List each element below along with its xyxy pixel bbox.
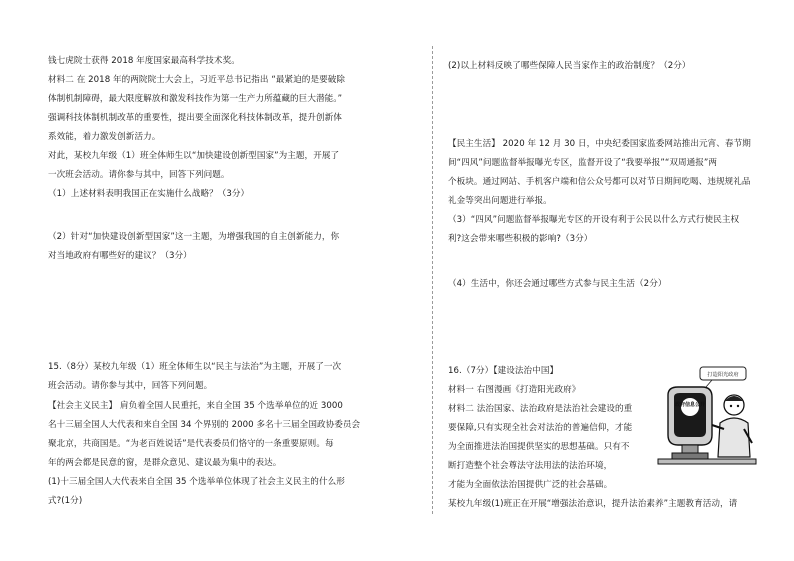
question-15-line-1: 15.（8分）某校九年级（1）班全体师生以“民主与法治”为主题，开展了一次 [48,362,342,372]
material-two-line-5: 才能为全面依法治国提供广泛的社会基础。 [448,480,613,490]
question-15-line-2: 班会活动。请你参与其中，回答下列问题。 [48,381,213,391]
material-two-line-4: 断打造整个社会尊法守法用法的法治环境， [448,461,613,471]
question-2-line-1: （2）针对“加快建设创新型国家”这一主题，为增强我国的自主创新能力，你 [48,232,340,242]
life-line-2: 间“四风”问题监督举报曝光专区，监督开设了“我要举报”“双周通报”两 [448,158,718,168]
question-16: 16.（7分）【建设法治中国】 [448,366,559,376]
material-one: 材料一 右图漫画《打造阳光政府》 [448,385,581,395]
question-15-1-line-1: (1)十三届全国人大代表来自全国 35 个选举单位体现了社会主义民主的什么形 [48,477,345,487]
material-two-line-2: 要保障,只有实现全社会对法治的普遍信仰，才能 [448,423,633,433]
material-two-line-1: 材料二 法治国家、法治政府是法治社会建设的重 [448,404,633,414]
material-two-line-3: 为全面推进法治国提供坚实的思想基础。只有不 [448,442,630,452]
life-line-1: 【民主生活】 2020 年 12 月 30 日，中央纪委国家监委网站推出元宵、春节期 [448,139,751,149]
intro-line-3: 体制机制障碍，最大限度解放和激发科技作为第一生产力所蕴藏的巨大潜能。” [48,94,343,104]
question-15-1-line-2: 式?(1分) [48,496,83,506]
life-line-3: 个板块。通过网站、手机客户端和信公众号都可以对节日期间吃喝、违规规礼品 [448,177,751,187]
material-line-3: 聚北京，共商国是。“为老百姓说话”是代表委员们恪守的一条重要原则。每 [48,439,334,449]
cartoon-screen-text: 政府信息公开 [674,402,706,408]
intro-line-2: 材料二 在 2018 年的两院院士大会上，习近平总书记指出 “最紧迫的是要破除 [48,75,346,85]
material-line-4: 年的两会都是民意的窗，是群众意见、建议最为集中的表达。 [48,458,282,468]
material-line-1: 【社会主义民主】 肩负着全国人民重托，来自全国 35 个选举单位的近 3000 [48,401,343,411]
question-2-line-2: 对当地政府有哪些好的建议？（3分） [48,251,192,261]
column-divider [432,46,433,514]
question-1: （1）上述材料表明我国正在实施什么战略？（3分） [48,189,250,199]
intro-line-1: 钱七虎院士获得 2018 年度国家最高科学技术奖。 [48,56,240,66]
material-line-2: 名十三届全国人大代表和来自全国 34 个界别的 2000 多名十三届全国政协委员会 [48,420,361,430]
intro-line-6: 对此，某校九年级（1）班全体师生以“加快建设创新型国家”为主题，开展了 [48,151,340,161]
sunshine-government-cartoon [654,365,758,467]
intro-line-4: 强调科技体制机制改革的重要性，提出要全面深化科技体制改革，提升创新体 [48,113,342,123]
question-r2: (2)以上材料反映了哪些保障人民当家作主的政治制度？（2分） [448,61,691,71]
cartoon-sign-text: 打造阳光政府 [707,372,739,378]
question-r4: （4）生活中，你还会通过哪些方式参与民主生活（2分） [448,279,667,289]
intro-line-5: 系效能，着力激发创新活力。 [48,132,161,142]
activity-line: 某校九年级(1)班正在开展“增强法治意识，提升法治素养”主题教育活动，请 [448,499,738,509]
intro-line-7: 一次班会活动。请你参与其中，回答下列问题。 [48,170,230,180]
life-line-4: 礼金等突出问题进行举报。 [448,196,552,206]
question-r3-line-1: （3）“四风”问题监督举报曝光专区的开设有利于公民以什么方式行使民主权 [448,215,740,225]
question-r3-line-2: 利?这会带来哪些积极的影响?（3分） [448,234,593,244]
